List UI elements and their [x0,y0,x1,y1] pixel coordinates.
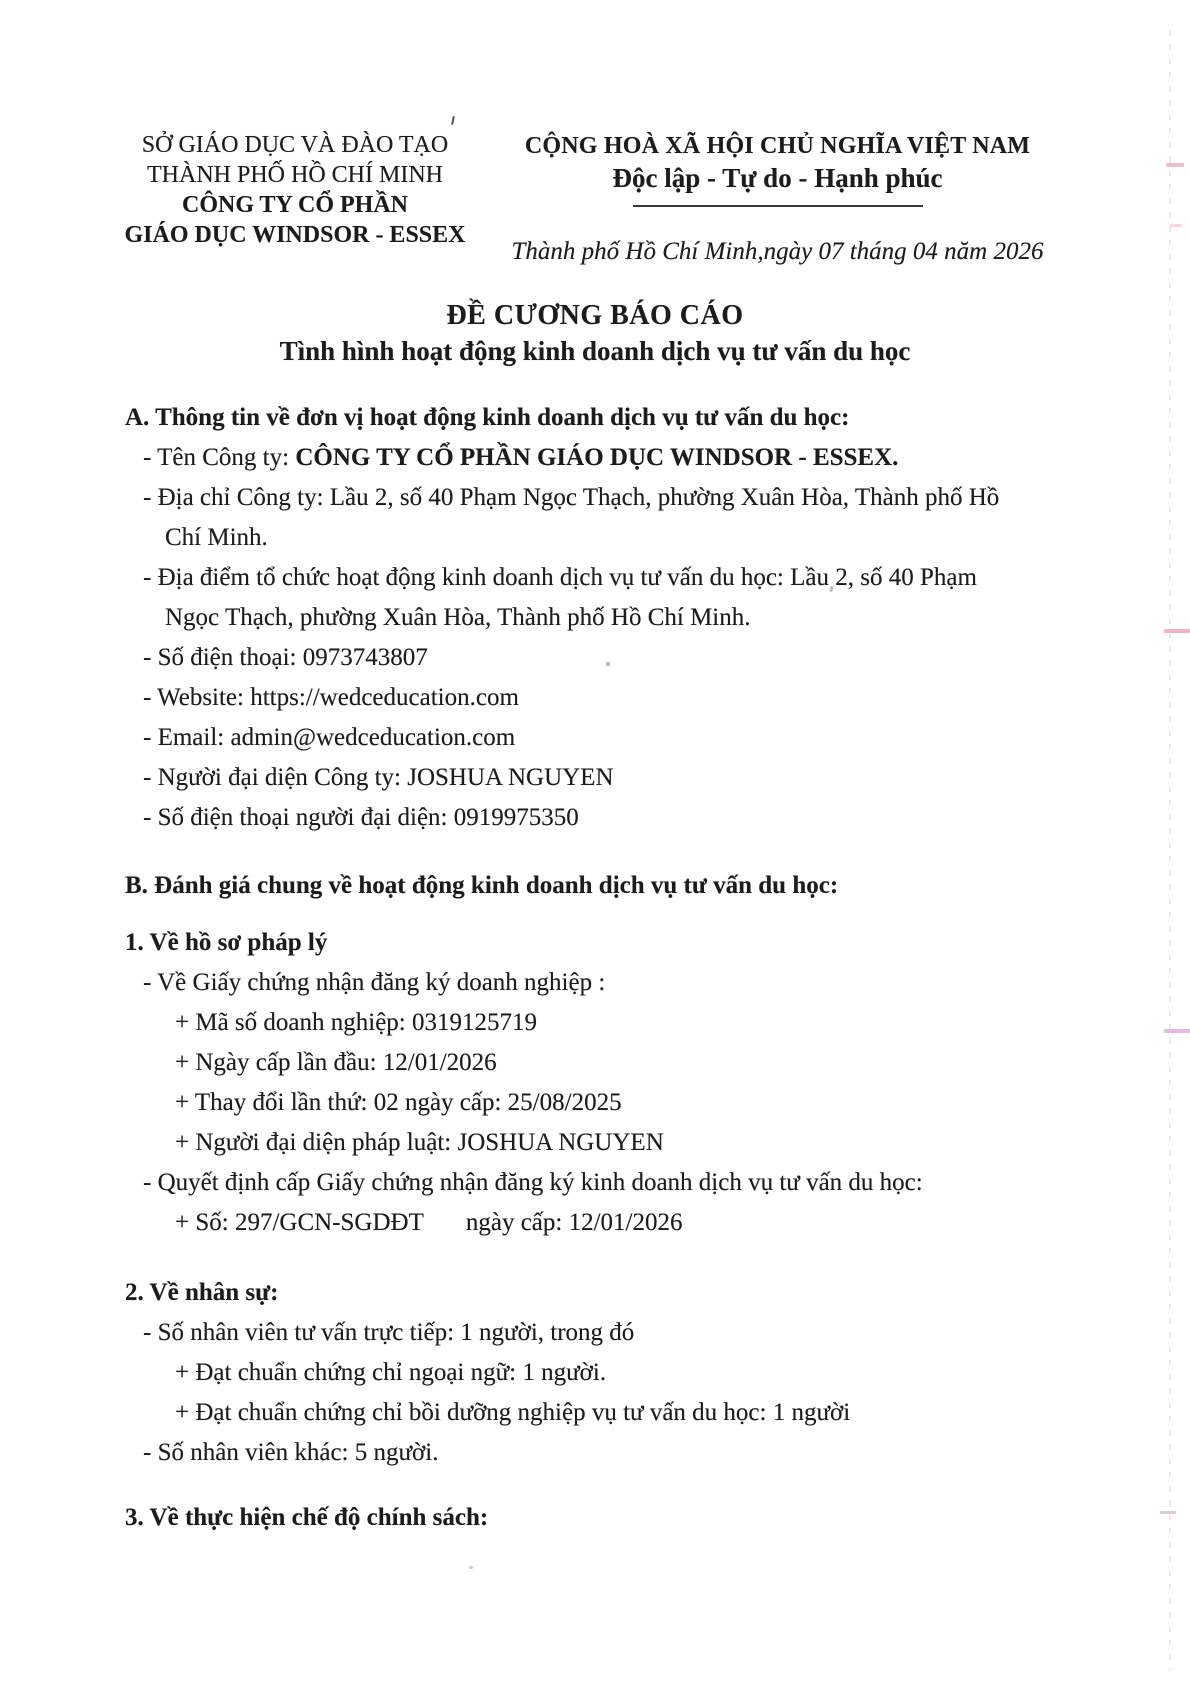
direct-staff-line: - Số nhân viên tư vấn trực tiếp: 1 người, trong đó [143,1319,635,1346]
company-representative-line: - Người đại diện Công ty: JOSHUA NGUYEN [143,764,614,791]
scan-speck-after-phone [606,662,610,666]
first-issue-date-line: + Ngày cấp lần đầu: 12/01/2026 [175,1049,497,1076]
staff-subsection-heading: 2. Về nhân sự: [125,1279,279,1306]
scan-pink-mark-3 [1164,629,1190,633]
document-body [125,398,1075,1538]
scan-pink-mark-1 [1166,163,1184,167]
place-date-line: Thành phố Hồ Chí Minh,ngày 07 tháng 04 năm 2026 [511,238,1044,265]
company-name-value: CÔNG TY CỔ PHẦN GIÁO DỤC WINDSOR - ESSEX. [295,444,899,471]
business-location-line-1: - Địa điểm tổ chức hoạt động kinh doanh dịch vụ tư vấn du học: Lầu 2, số 40 Phạm [143,564,977,591]
document-subtitle: Tình hình hoạt động kinh doanh dịch vụ tư vấn du học [279,336,911,366]
company-name-line [125,438,1075,478]
issuing-org-parent: SỞ GIÁO DỤC VÀ ĐÀO TẠO [141,132,449,158]
language-certified-line: + Đạt chuẩn chứng chỉ ngoại ngữ: 1 người. [175,1359,607,1386]
legal-subsection-heading: 1. Về hồ sơ pháp lý [125,929,328,956]
section-b-heading: B. Đánh giá chung về hoạt động kinh doanh dịch vụ tư vấn du học: [125,872,839,899]
business-registration-line: - Về Giấy chứng nhận đăng ký doanh nghiệp : [143,969,606,996]
document-title: ĐỀ CƯƠNG BÁO CÁO [446,300,744,331]
decision-number: + Số: 297/GCN-SGDĐT [175,1209,424,1236]
amendment-line: + Thay đổi lần thứ: 02 ngày cấp: 25/08/2025 [175,1089,622,1116]
other-staff-line: - Số nhân viên khác: 5 người. [143,1439,439,1466]
national-motto: Độc lập - Tự do - Hạnh phúc [612,163,943,193]
company-website-line: - Website: https://wedceducation.com [143,684,519,711]
representative-phone-line: - Số điện thoại người đại diện: 0919975350 [143,804,579,831]
company-name-header-2: GIÁO DỤC WINDSOR - ESSEX [124,222,466,248]
decision-line: - Quyết định cấp Giấy chứng nhận đăng ký kinh doanh dịch vụ tư vấn du học: [143,1169,923,1196]
issuing-org-city: THÀNH PHỐ HỒ CHÍ MINH [147,162,443,188]
scan-pink-mark-2 [1170,224,1182,227]
legal-representative-line: + Người đại diện pháp luật: JOSHUA NGUYEN [175,1129,664,1156]
issuing-org-block [115,130,475,250]
scan-edge-dotted-line [1169,30,1171,1670]
training-certified-line: + Đạt chuẩn chứng chỉ bồi dưỡng nghiệp vụ tư vấn du học: 1 người [175,1399,851,1426]
decision-number-line [125,1203,1075,1243]
scan-speck-tick [451,116,455,125]
company-address-line-2: Chí Minh. [165,524,268,551]
scan-pink-mark-4 [1164,1029,1190,1033]
company-email-line: - Email: admin@wedceducation.com [143,724,516,751]
national-header-block [500,132,1055,267]
country-title: CỘNG HOÀ XÃ HỘI CHỦ NGHĨA VIỆT NAM [524,133,1031,159]
company-name-label: - Tên Công ty: [143,444,296,471]
enterprise-code-line: + Mã số doanh nghiệp: 0319125719 [175,1009,537,1036]
company-phone-line: - Số điện thoại: 0973743807 [143,644,428,671]
motto-underline [633,205,923,207]
document-title-block [0,298,1190,369]
decision-issue-date: ngày cấp: 12/01/2026 [465,1209,683,1236]
scan-pink-mark-5 [1160,1511,1176,1514]
business-location-line-2: Ngọc Thạch, phường Xuân Hòa, Thành phố Hồ Chí Minh. [165,604,751,631]
company-name-header-1: CÔNG TY CỔ PHẦN [181,192,408,218]
scan-speck-bottom [469,1566,473,1569]
policy-subsection-heading: 3. Về thực hiện chế độ chính sách: [125,1504,489,1531]
section-a-heading: A. Thông tin về đơn vị hoạt động kinh doanh dịch vụ tư vấn du học: [125,404,850,431]
company-address-line-1: - Địa chỉ Công ty: Lầu 2, số 40 Phạm Ngọc Thạch, phường Xuân Hòa, Thành phố Hồ [143,484,1000,511]
